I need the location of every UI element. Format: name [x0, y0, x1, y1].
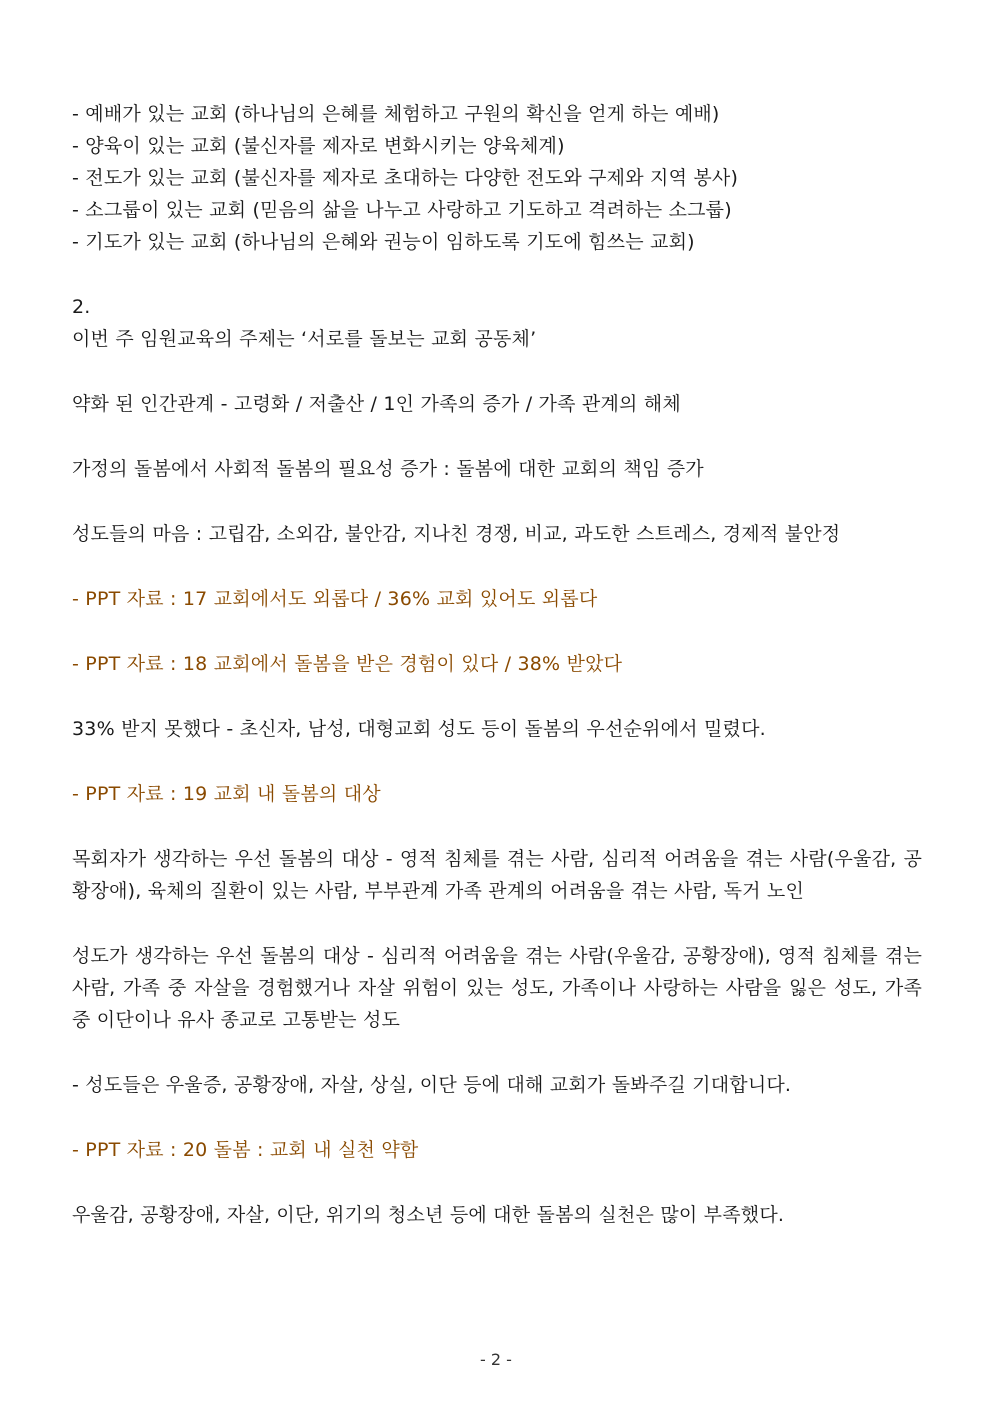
paragraph-33-percent: 33% 받지 못했다 - 초신자, 남성, 대형교회 성도 등이 돌봄의 우선순위에서 밀렸다.: [72, 718, 766, 740]
ppt-heading-18: - PPT 자료 : 18 교회에서 돌봄을 받은 경험이 있다 / 38% 받았다: [72, 653, 623, 675]
list-item: - 양육이 있는 교회 (불신자를 제자로 변화시키는 양육체계): [72, 135, 565, 157]
page-number: - 2 -: [480, 1350, 512, 1369]
paragraph-members-hearts: 성도들의 마음 : 고립감, 소외감, 불안감, 지나친 경쟁, 비교, 과도한 스트레스, 경제적 불안정: [72, 523, 841, 545]
section-theme: 이번 주 임원교육의 주제는 ‘서로를 돌보는 교회 공동체’: [72, 328, 537, 350]
list-item: - 소그룹이 있는 교회 (믿음의 삶을 나누고 사랑하고 기도하고 격려하는 소그룹): [72, 199, 732, 221]
ppt-heading-17: - PPT 자료 : 17 교회에서도 외롭다 / 36% 교회 있어도 외롭다: [72, 588, 598, 610]
paragraph-pastor-view: 목회자가 생각하는 우선 돌봄의 대상 - 영적 침체를 겪는 사람, 심리적 어려움을 겪는 사람(우울감, 공황장애), 육체의 질환이 있는 사람, 부부관계 가족 관계의 어려움을 겪는 사람, 독거 노인: [72, 848, 922, 902]
paragraph-expectation: - 성도들은 우울증, 공황장애, 자살, 상실, 이단 등에 대해 교회가 돌봐주길 기대합니다.: [72, 1074, 792, 1096]
list-item: - 전도가 있는 교회 (불신자를 제자로 초대하는 다양한 전도와 구제와 지역 봉사): [72, 167, 739, 189]
ppt-heading-19: - PPT 자료 : 19 교회 내 돌봄의 대상: [72, 783, 381, 805]
ppt-heading-20: - PPT 자료 : 20 돌봄 : 교회 내 실천 약함: [72, 1139, 419, 1161]
list-item: - 기도가 있는 교회 (하나님의 은혜와 권능이 임하도록 기도에 힘쓰는 교회): [72, 231, 695, 253]
paragraph-practice-lacking: 우울감, 공황장애, 자살, 이단, 위기의 청소년 등에 대한 돌봄의 실천은 많이 부족했다.: [72, 1204, 785, 1226]
paragraph-weakened-relations: 약화 된 인간관계 - 고령화 / 저출산 / 1인 가족의 증가 / 가족 관계의 해체: [72, 393, 681, 415]
document-body: [72, 98, 922, 1231]
paragraph-member-view: 성도가 생각하는 우선 돌봄의 대상 - 심리적 어려움을 겪는 사람(우울감, 공황장애), 영적 침체를 겪는 사람, 가족 중 자살을 경험했거나 자살 위험이 있는 성도, 가족이나 사랑하는 사람을 잃은 성도, 가족 중 이단이나 유사 종교로 고통받는 성도: [72, 945, 922, 1031]
section-number: 2.: [72, 296, 91, 318]
paragraph-social-care-need: 가정의 돌봄에서 사회적 돌봄의 필요성 증가 : 돌봄에 대한 교회의 책임 증가: [72, 458, 704, 480]
list-item: - 예배가 있는 교회 (하나님의 은혜를 체험하고 구원의 확신을 얻게 하는 예배): [72, 103, 720, 125]
